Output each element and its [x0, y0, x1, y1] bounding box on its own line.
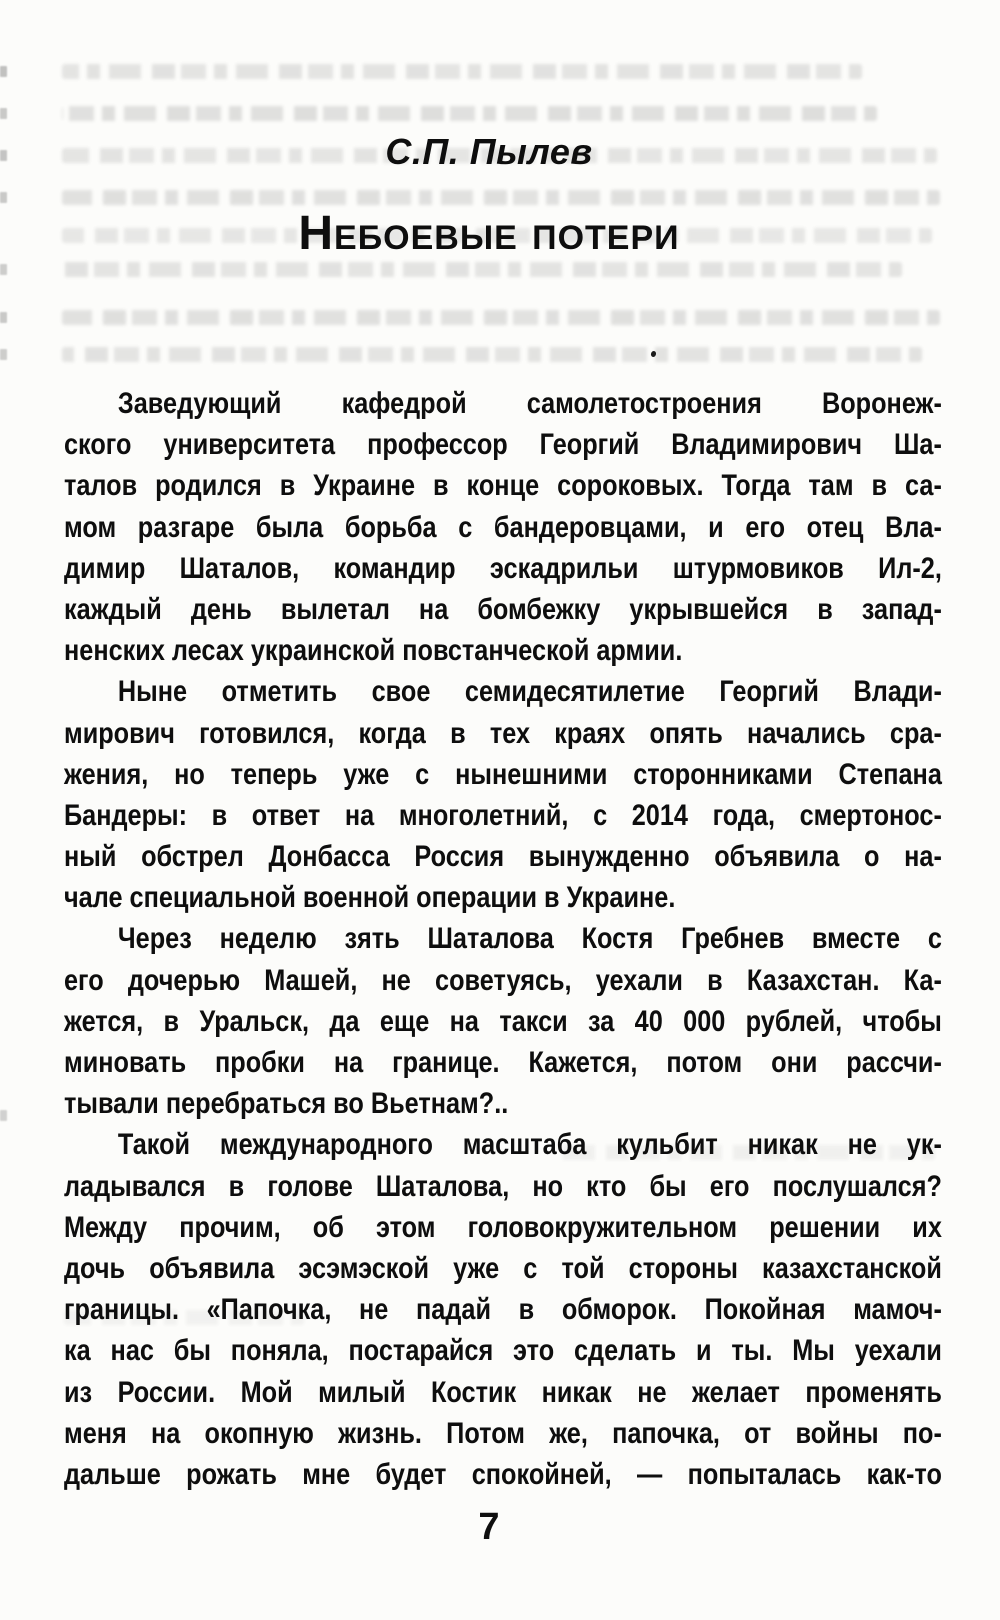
text-line: мом разгаре была борьба с бандеровцами, и его отец Вла- — [64, 510, 942, 544]
text-line: ненских лесах украинской повстанческой армии. — [64, 634, 683, 668]
text-line: миновать пробки на границе. Кажется, потом они рассчи- — [64, 1046, 942, 1079]
text-line: ка нас бы поняла, постарайся это сделать и ты. Мы уехали — [64, 1334, 942, 1368]
showthrough-line — [62, 347, 922, 362]
scan-edge-mark — [0, 349, 7, 360]
text-line: Ныне отметить свое семидесятилетие Георгий Влади- — [117, 675, 942, 709]
text-line: мирович готовился, когда в тех краях опять начались сра- — [64, 716, 942, 750]
text-line: дальше рожать мне будет спокойней, — попыталась как-то — [64, 1457, 942, 1491]
text-line: меня на окопную жизнь. Потом же, папочка, от войны по- — [64, 1416, 942, 1450]
text-line: талов родился в Украине в конце сороковых. Тогда там в са- — [64, 469, 942, 503]
text-line: из России. Мой милый Костик никак не желает променять — [64, 1375, 942, 1409]
showthrough-line — [62, 310, 940, 325]
text-line: ный обстрел Донбасса Россия вынужденно объявила о на- — [64, 840, 942, 874]
text-line: чале специальной военной операции в Украине. — [64, 881, 676, 915]
text-line: дочь объявила эсэмэской уже с той стороны казахстанской — [64, 1251, 942, 1285]
scan-edge-mark — [0, 312, 7, 323]
showthrough-line — [62, 64, 862, 79]
scan-edge-mark — [0, 264, 7, 275]
text-line: каждый день вылетал на бомбежку укрывшейся в запад- — [64, 592, 942, 626]
page-number: 7 — [478, 1506, 500, 1548]
scan-edge-mark — [0, 108, 7, 119]
showthrough-line — [62, 262, 902, 277]
text-line: ладывался в голове Шаталова, но кто бы его послушался? — [64, 1169, 942, 1203]
scan-edge-mark — [0, 150, 7, 161]
showthrough-line — [62, 106, 877, 121]
text-line: Такой международного масштаба кульбит никак не ук- — [117, 1128, 942, 1162]
text-line: его дочерью Машей, не советуясь, уехали в Казахстан. Ка- — [64, 963, 942, 997]
text-line: тывали перебраться во Вьетнам?.. — [64, 1087, 509, 1121]
showthrough-line — [62, 190, 940, 205]
body-text — [64, 383, 942, 1495]
text-line: жения, но теперь уже с нынешними сторонниками Степана — [64, 757, 942, 791]
text-line: жется, в Уральск, да еще на такси за 40 000 рублей, чтобы — [64, 1004, 942, 1038]
text-line: Бандеры: в ответ на многолетний, с 2014 года, смертонос- — [64, 798, 942, 832]
story-title: Небоевые потери — [298, 207, 680, 260]
text-line: границы. «Папочка, не падай в обморок. Покойная мамоч- — [64, 1293, 942, 1327]
scan-edge-mark — [0, 1110, 7, 1121]
scan-edge-mark — [0, 66, 7, 77]
scan-edge-mark — [0, 192, 7, 203]
text-line: Заведующий кафедрой самолетостроения Воронеж- — [117, 387, 942, 420]
text-line: Через неделю зять Шаталова Костя Гребнев вместе с — [117, 922, 942, 956]
text-line: Между прочим, об этом головокружительном решении их — [64, 1210, 942, 1244]
author-name: С.П. Пылев — [385, 131, 593, 172]
text-line: ского университета профессор Георгий Владимирович Ша- — [64, 428, 942, 462]
text-line: димир Шаталов, командир эскадрильи штурмовиков Ил-2, — [64, 551, 942, 585]
